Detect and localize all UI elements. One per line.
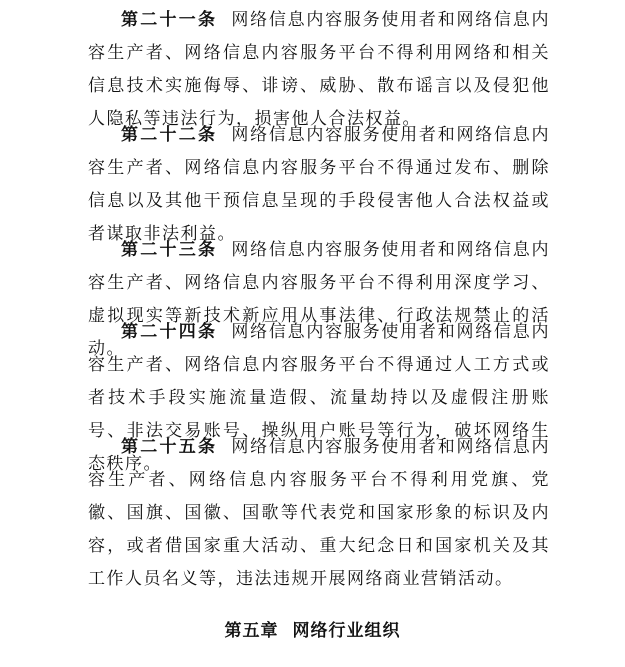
article-number: 第二十二条 xyxy=(121,125,218,145)
article-text: 网络信息内容服务使用者和网络信息内容生产者、网络信息内容服务平台不得利用网络和相关信息技术实施侮辱、诽谤、威胁、散布谣言以及侵犯他人隐私等违法行为，损害他人合法权益。 xyxy=(88,10,551,129)
article-text: 网络信息内容服务使用者和网络信息内容生产者、网络信息内容服务平台不得通过发布、删除信息以及其他干预信息呈现的手段侵害他人合法权益或者谋取非法利益。 xyxy=(88,125,551,244)
article-number: 第二十一条 xyxy=(121,10,218,30)
article-text: 网络信息内容服务使用者和网络信息内容生产者、网络信息内容服务平台不得利用深度学习、虚拟现实等新技术新应用从事法律、行政法规禁止的活动。 xyxy=(88,240,551,359)
article-text: 网络信息内容服务使用者和网络信息内容生产者、网络信息内容服务平台不得利用党旗、党徽、国旗、国徽、国歌等代表党和国家形象的标识及内容，或者借国家重大活动、重大纪念日和国家机关及其工作人员名义等，违法违规开展网络商业营销活动。 xyxy=(88,437,551,589)
chapter-title: 网络行业组织 xyxy=(292,621,401,641)
article-number: 第二十三条 xyxy=(121,240,218,260)
article-text: 网络信息内容服务使用者和网络信息内容生产者、网络信息内容服务平台不得通过人工方式或者技术手段实施流量造假、流量劫持以及虚假注册账号、非法交易账号、操纵用户账号等行为，破坏网络生态秩序。 xyxy=(88,322,551,474)
chapter-number: 第五章 xyxy=(224,621,279,641)
chapter-heading xyxy=(0,615,625,648)
article-25 xyxy=(88,431,550,596)
article-number: 第二十四条 xyxy=(121,322,218,342)
article-number: 第二十五条 xyxy=(121,437,218,457)
article-21 xyxy=(88,4,550,136)
article-22 xyxy=(88,119,550,251)
